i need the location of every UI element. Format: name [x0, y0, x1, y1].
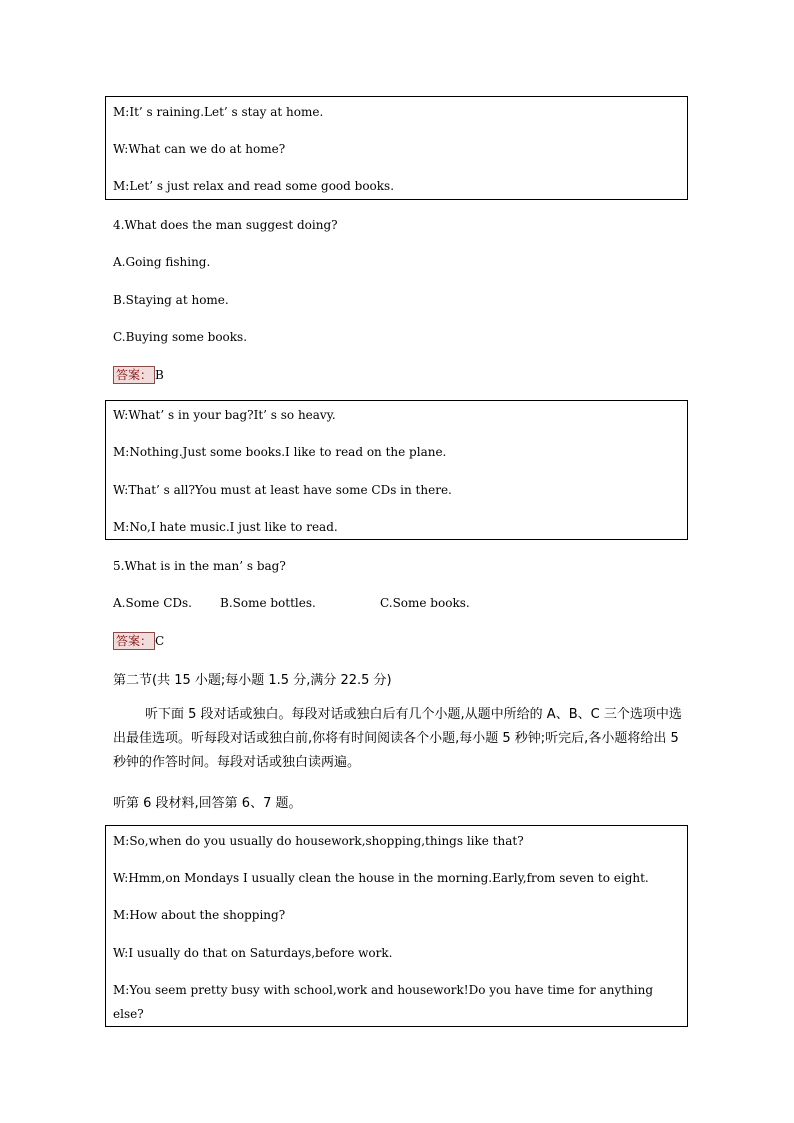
q5-option-a: A.Some CDs.	[113, 596, 192, 610]
dialogue-box-1	[105, 96, 688, 200]
dialogue-line: M:No,I hate music.I just like to read.	[113, 520, 338, 534]
dialogue-line: W:What can we do at home?	[113, 142, 286, 156]
q4-option-c: C.Buying some books.	[113, 330, 248, 344]
dialogue-line: M:How about the shopping?	[113, 908, 286, 922]
answer-label: 答案：	[113, 632, 155, 650]
dialogue-line: W:That’ s all?You must at least have some CDs in there.	[113, 483, 452, 497]
answer-label: 答案：	[113, 366, 155, 384]
dialogue-line: W:I usually do that on Saturdays,before work.	[113, 946, 393, 960]
dialogue-box-2	[105, 400, 688, 540]
dialogue-line: M:Let’ s just relax and read some good books.	[113, 179, 395, 193]
q4-answer	[113, 366, 164, 384]
dialogue-line: else?	[113, 1007, 144, 1021]
material-intro: 听第 6 段材料,回答第 6、7 题。	[113, 796, 302, 811]
section-heading: 第二节(共 15 小题;每小题 1.5 分,满分 22.5 分)	[113, 673, 392, 688]
answer-value: C	[155, 634, 165, 648]
dialogue-box-3	[105, 825, 688, 1027]
question-5: 5.What is in the man’ s bag?	[113, 559, 286, 573]
dialogue-line: M:So,when do you usually do housework,shopping,things like that?	[113, 834, 524, 848]
dialogue-line: M:You seem pretty busy with school,work and housework!Do you have time for anything	[113, 983, 654, 997]
dialogue-line: W:Hmm,on Mondays I usually clean the house in the morning.Early,from seven to eight.	[113, 871, 649, 885]
q5-option-c: C.Some books.	[380, 596, 470, 610]
dialogue-line: W:What’ s in your bag?It’ s so heavy.	[113, 408, 336, 422]
q5-option-b: B.Some bottles.	[220, 596, 316, 610]
answer-value: B	[155, 368, 164, 382]
q5-answer	[113, 632, 164, 650]
section-instructions: 听下面 5 段对话或独白。每段对话或独白后有几个小题,从题中所给的 A、B、C 三个选项中选出最佳选项。听每段对话或独白前,你将有时间阅读各个小题,每小题 5 秒钟;听完后,各小题将给出 5 秒钟的作答时间。每段对话或独白读两遍。	[113, 707, 682, 770]
question-4: 4.What does the man suggest doing?	[113, 218, 338, 232]
dialogue-line: M:Nothing.Just some books.I like to read on the plane.	[113, 445, 447, 459]
q4-option-b: B.Staying at home.	[113, 293, 229, 307]
dialogue-line: M:It’ s raining.Let’ s stay at home.	[113, 105, 324, 119]
q4-option-a: A.Going fishing.	[113, 255, 211, 269]
